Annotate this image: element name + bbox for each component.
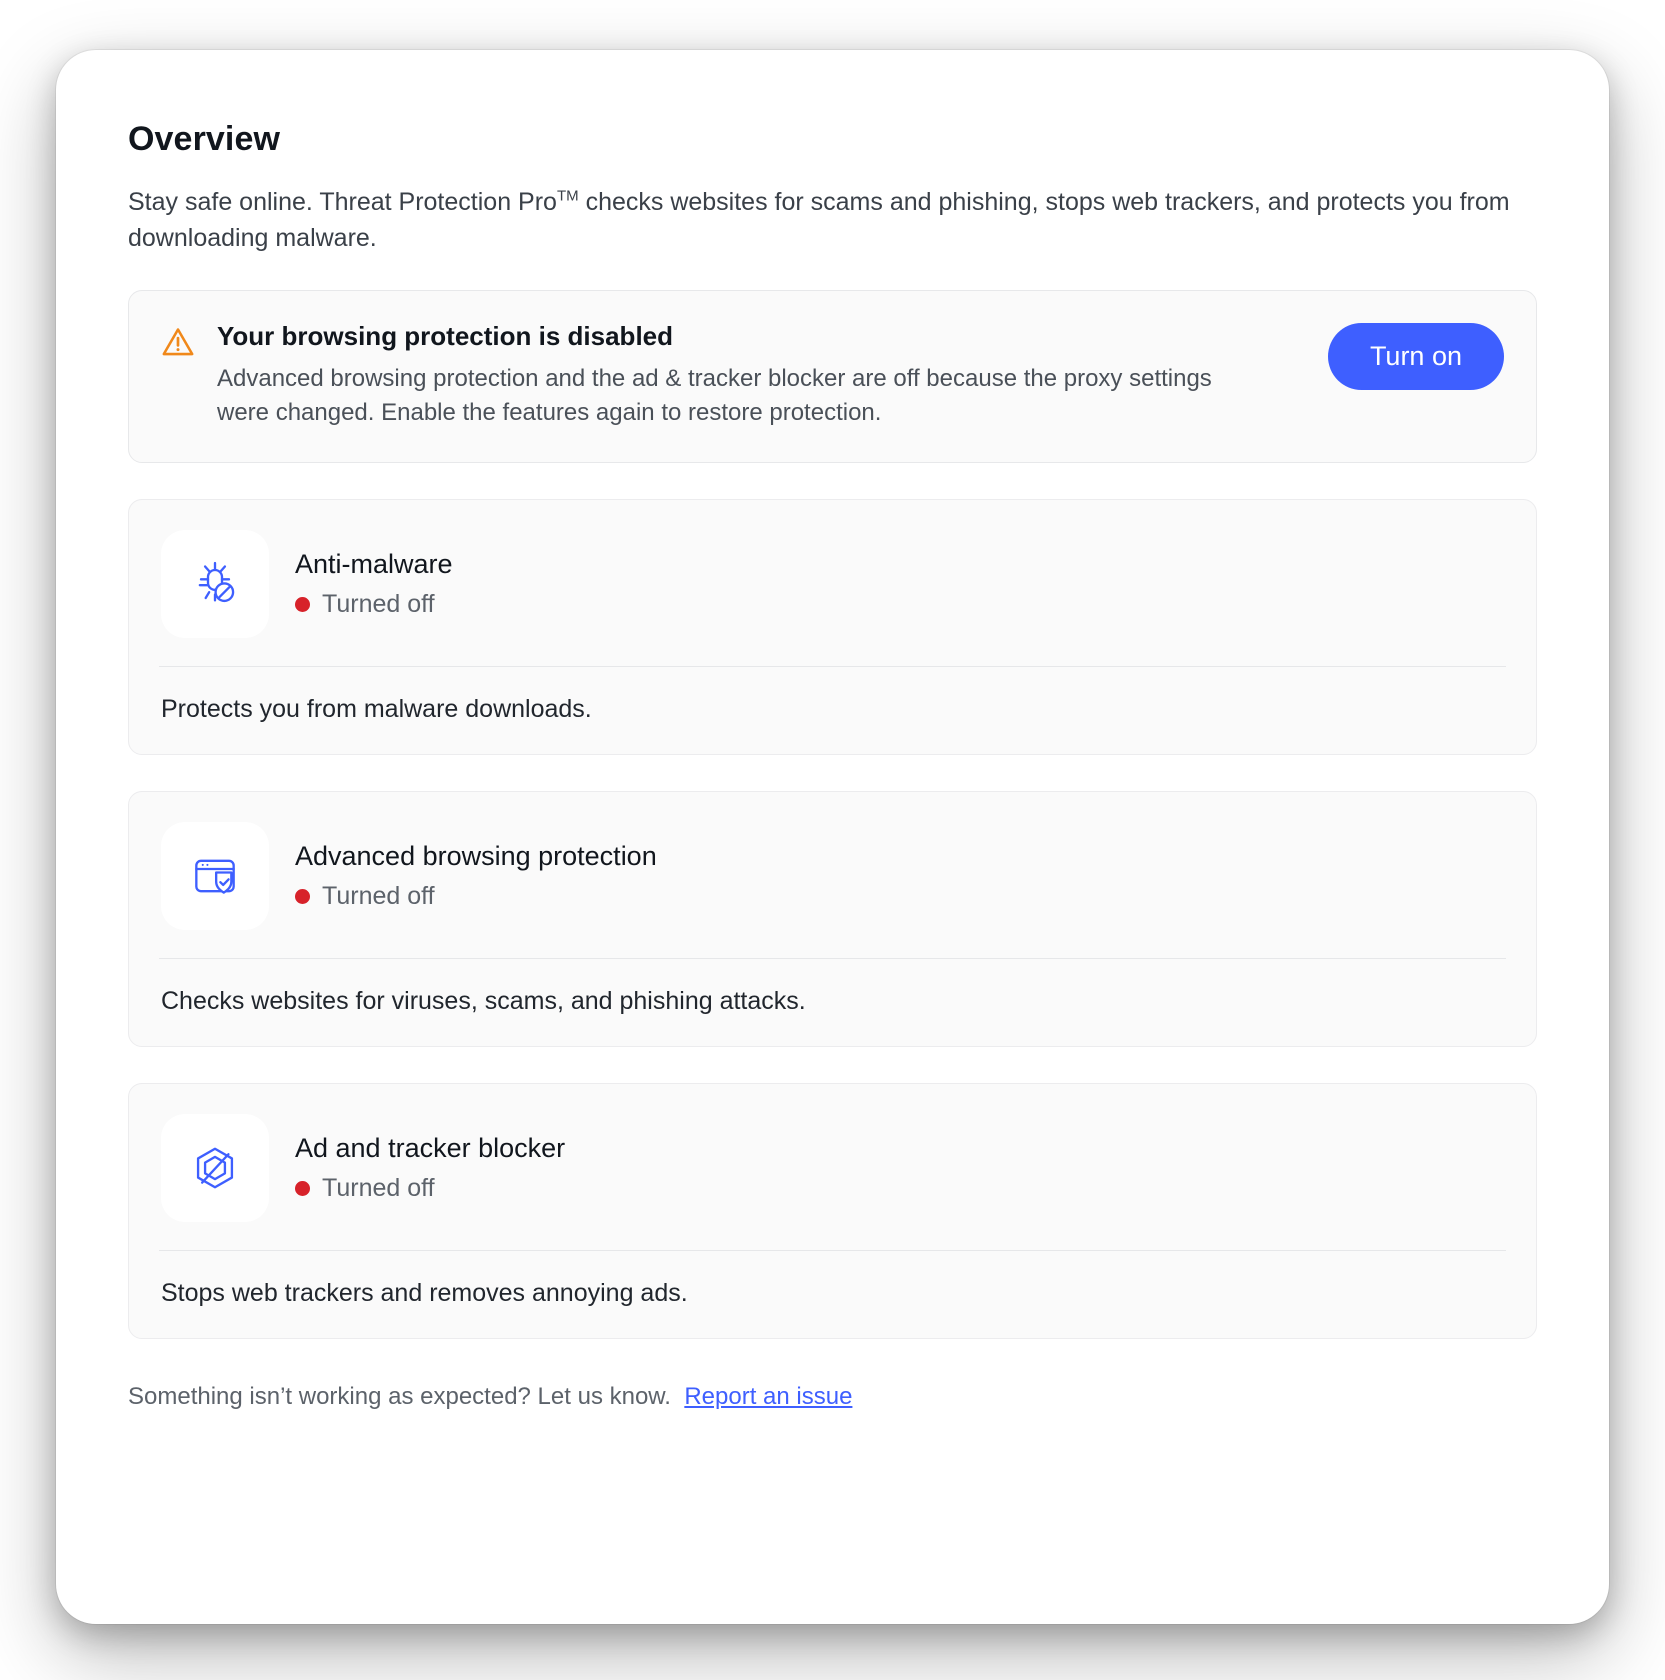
alert-body xyxy=(217,321,1306,430)
feature-name: Anti-malware xyxy=(295,549,453,580)
status-label: Turned off xyxy=(322,1174,435,1203)
report-an-issue-link[interactable]: Report an issue xyxy=(684,1383,853,1411)
trademark-superscript: TM xyxy=(556,187,579,205)
feature-header xyxy=(161,530,1504,666)
turn-on-button[interactable]: Turn on xyxy=(1328,323,1504,390)
feature-description: Protects you from malware downloads. xyxy=(161,695,592,724)
status-dot-icon xyxy=(295,597,310,612)
status-badge xyxy=(295,590,453,619)
intro-text xyxy=(128,185,1537,256)
page-title: Overview xyxy=(128,120,281,158)
feature-meta xyxy=(295,1133,565,1203)
feature-meta xyxy=(295,549,453,619)
browsing-protection-alert xyxy=(128,290,1537,463)
status-badge xyxy=(295,1174,565,1203)
feature-name: Ad and tracker blocker xyxy=(295,1133,566,1164)
feature-name: Advanced browsing protection xyxy=(295,841,657,872)
feature-description: Stops web trackers and removes annoying ads. xyxy=(161,1279,688,1308)
overview-panel xyxy=(56,50,1609,1411)
intro-text-after: checks websites for scams and phishing, stops web trackers, and protects you from downloading malware. xyxy=(128,188,1510,252)
feature-header xyxy=(161,822,1504,958)
footer-text: Something isn’t working as expected? Let us know. xyxy=(128,1383,671,1411)
alert-description: Advanced browsing protection and the ad & tracker blocker are off because the proxy settings were changed. Enable the features again to restore protection. xyxy=(217,365,1212,427)
feature-header xyxy=(161,1114,1504,1250)
feature-card-advanced-browsing-protection xyxy=(128,791,1537,1047)
feature-description: Checks websites for viruses, scams, and phishing attacks. xyxy=(161,987,806,1016)
feature-card-ad-and-tracker-blocker xyxy=(128,1083,1537,1339)
status-dot-icon xyxy=(295,1181,310,1196)
alert-title: Your browsing protection is disabled xyxy=(217,321,674,351)
warning-triangle-icon xyxy=(161,325,195,359)
feature-card-anti-malware xyxy=(128,499,1537,755)
browser-shield-icon xyxy=(161,822,269,930)
intro-text-before: Stay safe online. Threat Protection Pro xyxy=(128,188,557,216)
status-badge xyxy=(295,882,657,911)
tracker-blocker-icon xyxy=(161,1114,269,1222)
malware-bug-blocked-icon xyxy=(161,530,269,638)
status-label: Turned off xyxy=(322,882,435,911)
status-label: Turned off xyxy=(322,590,435,619)
feature-meta xyxy=(295,841,657,911)
status-dot-icon xyxy=(295,889,310,904)
app-window xyxy=(56,50,1609,1624)
footer xyxy=(128,1375,1537,1411)
